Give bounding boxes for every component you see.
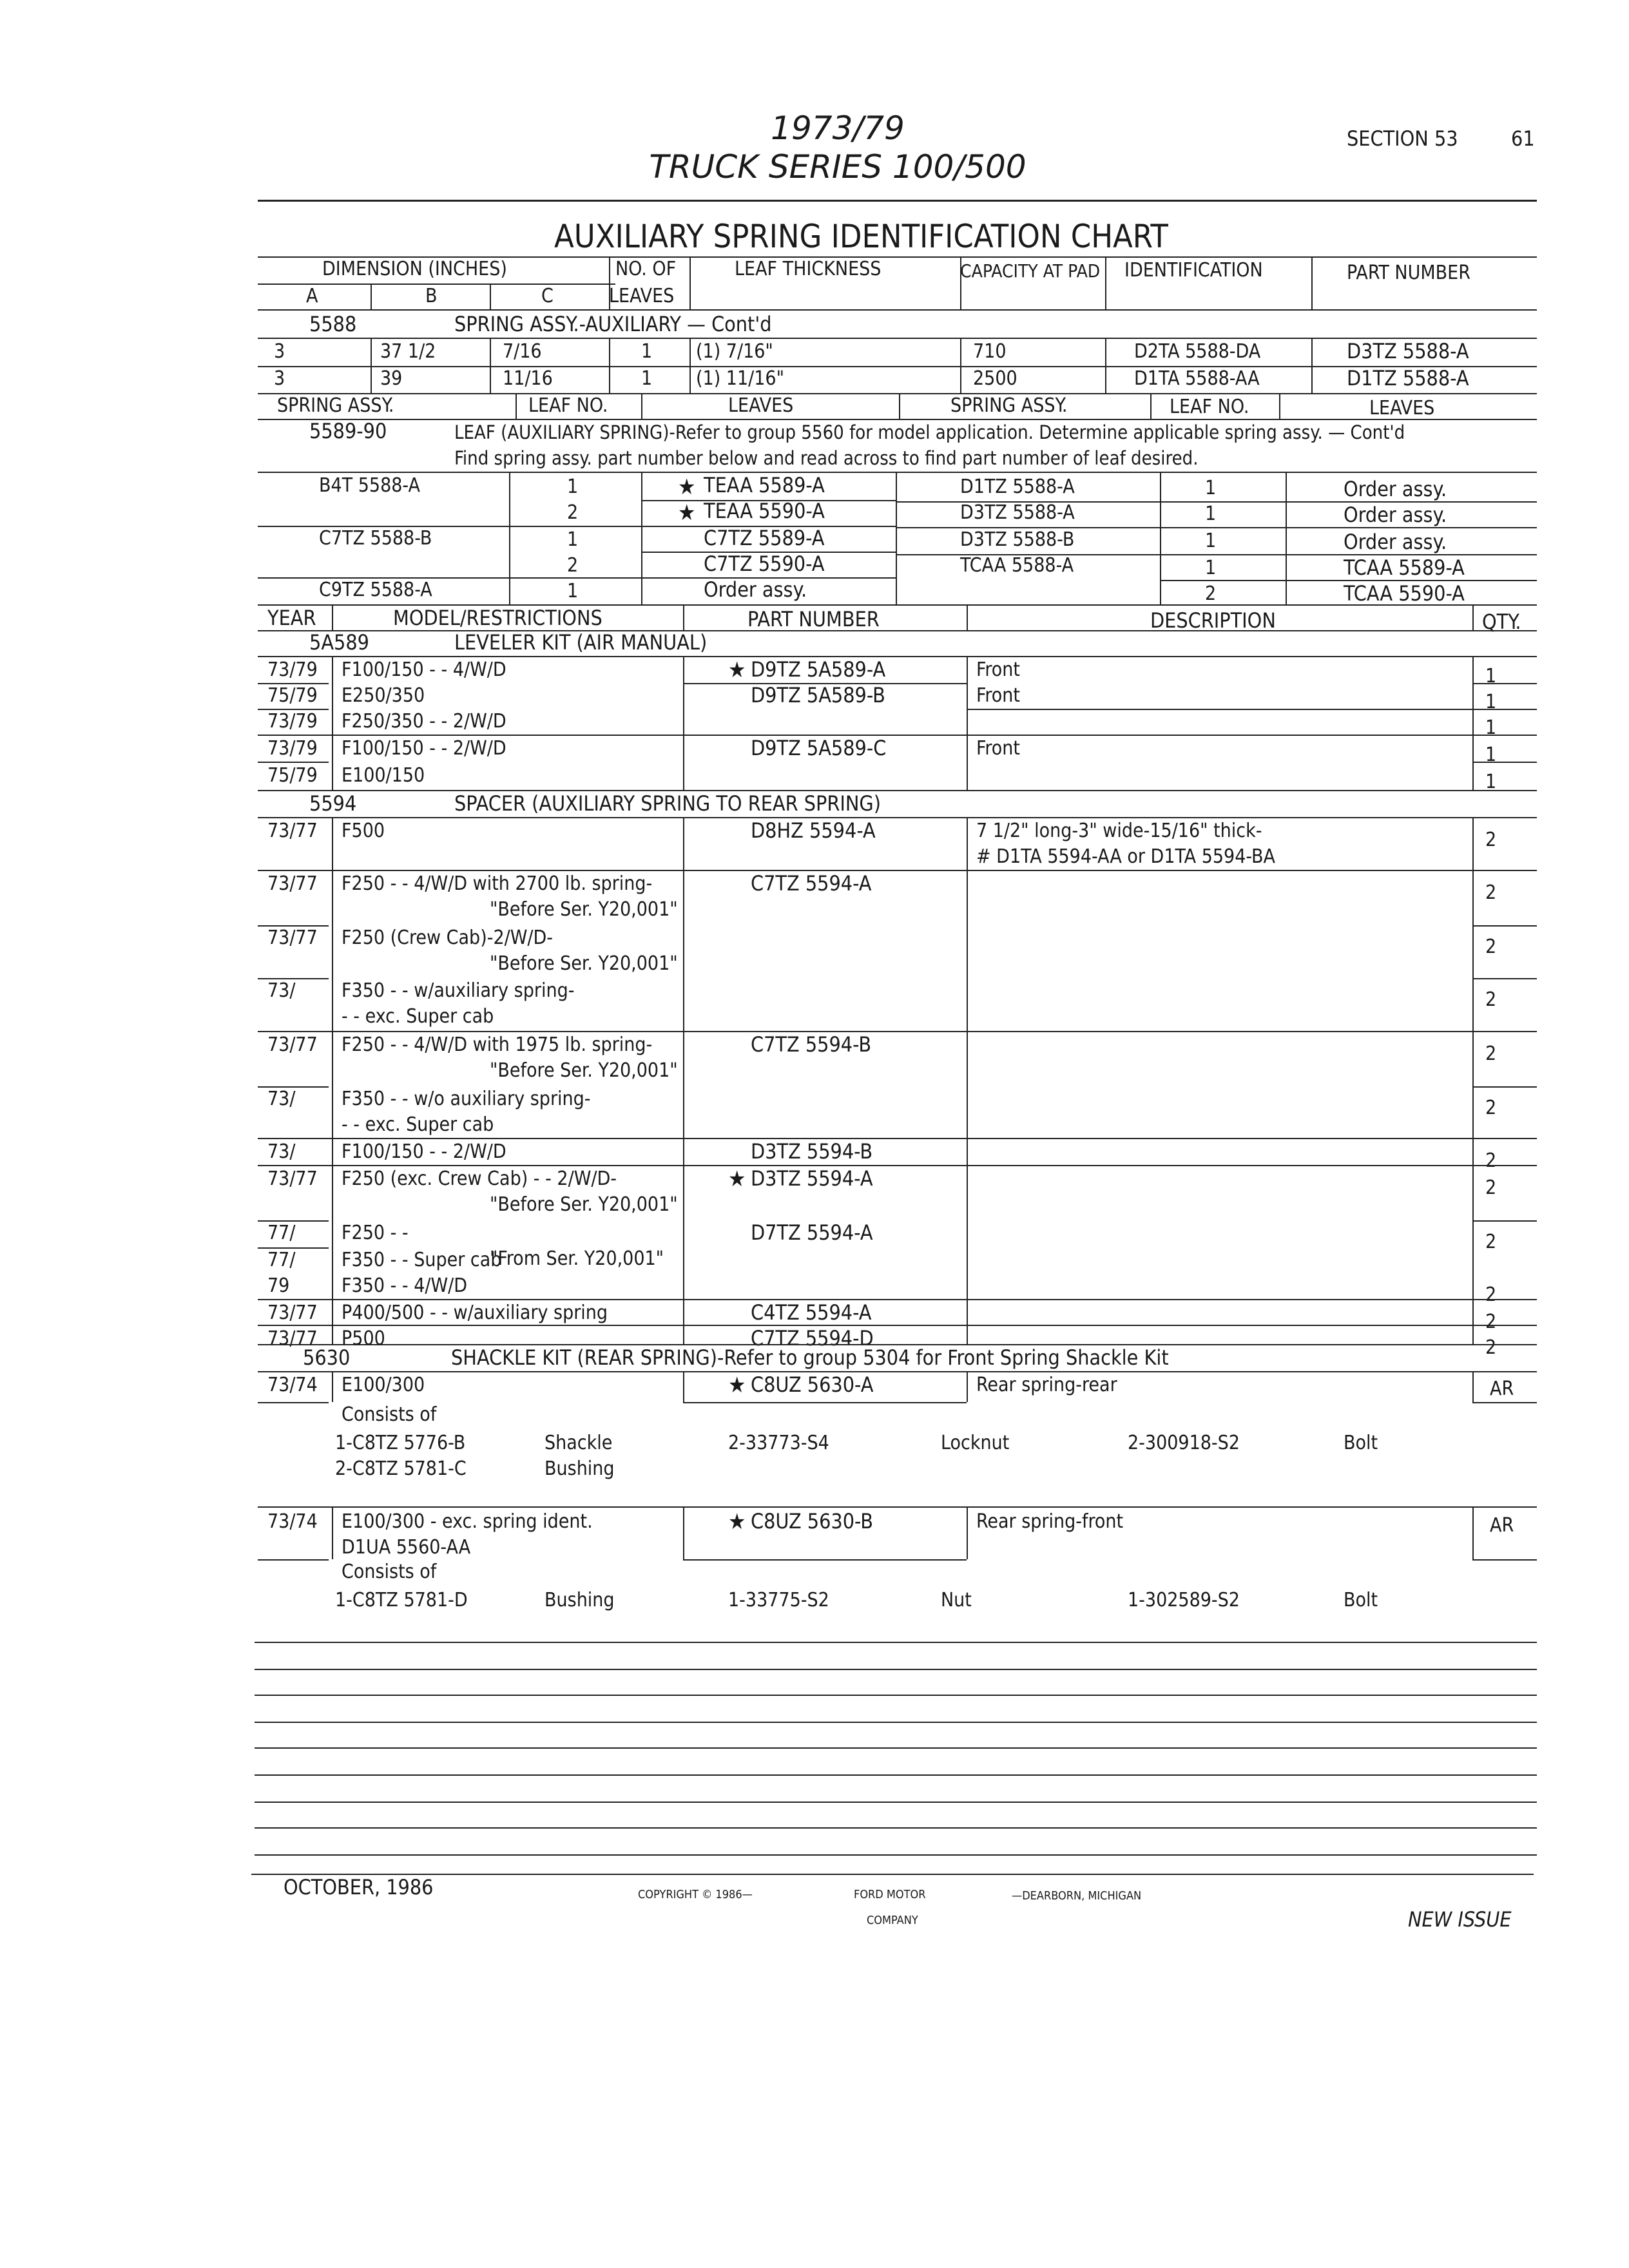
- row-year: 73/74: [267, 1510, 318, 1533]
- row-model: P400/500 - - w/auxiliary spring: [342, 1302, 608, 1324]
- component-item: 1-C8TZ 5776-B: [335, 1432, 466, 1454]
- row-year: 73/77: [267, 1168, 318, 1190]
- row-year: 79: [267, 1274, 290, 1297]
- col-part-number-parts: PART NUMBER: [747, 607, 880, 631]
- col-leaves: LEAVES: [609, 285, 675, 307]
- leaf-col-leaf-no-2: LEAF NO.: [1170, 396, 1249, 418]
- row-year: 73/77: [267, 1327, 318, 1350]
- row-model: P500: [342, 1327, 385, 1350]
- leaf-assy: TCAA 5588-A: [960, 554, 1074, 577]
- row-qty: 1: [1485, 691, 1497, 713]
- consists-label: Consists of: [342, 1403, 437, 1426]
- group-5a589-title: LEVELER KIT (AIR MANUAL): [454, 630, 708, 655]
- row-desc: Front: [976, 658, 1020, 681]
- component-item: 2-300918-S2: [1128, 1432, 1240, 1454]
- row-desc: Rear spring-rear: [976, 1374, 1117, 1396]
- section-label: SECTION 53: [1347, 126, 1458, 151]
- leaf-assy: D3TZ 5588-B: [960, 528, 1075, 551]
- row-model: F250 - - 4/W/D with 1975 lb. spring-: [342, 1033, 653, 1056]
- row-part: D9TZ 5A589-A: [751, 657, 886, 682]
- group-5588-desc: SPRING ASSY.-AUXILIARY — Cont'd: [454, 312, 772, 336]
- star-icon: ★: [678, 500, 696, 526]
- group-5630: 5630: [303, 1345, 351, 1370]
- row-part: C4TZ 5594-A: [751, 1300, 872, 1325]
- row-model-detail: "From Ser. Y20,001": [490, 1247, 664, 1270]
- col-leaf-thickness: LEAF THICKNESS: [735, 258, 882, 280]
- row-desc: 7 1/2" long-3" wide-15/16" thick-: [976, 820, 1262, 842]
- row-year: 73/77: [267, 872, 318, 895]
- row-model: F100/150 - - 2/W/D: [342, 1140, 506, 1163]
- col-identification: IDENTIFICATION: [1124, 259, 1263, 282]
- row-part: C8UZ 5630-A: [751, 1372, 874, 1397]
- header-title-years: 1973/79: [771, 110, 905, 147]
- footer-rule: [251, 1874, 1534, 1875]
- row-year: 73/79: [267, 737, 318, 760]
- row-part: D7TZ 5594-A: [751, 1220, 873, 1245]
- row-model-detail: "Before Ser. Y20,001": [490, 952, 678, 975]
- chart-title: AUXILIARY SPRING IDENTIFICATION CHART: [554, 218, 1168, 255]
- leaf-col-spring-assy-2: SPRING ASSY.: [950, 394, 1068, 417]
- col-dimension: DIMENSION (INCHES): [322, 258, 507, 280]
- component-item: 2-33773-S4: [728, 1432, 829, 1454]
- row-model-detail: - - exc. Super cab: [342, 1113, 494, 1136]
- row-qty: 1: [1485, 716, 1497, 739]
- row-part: C7TZ 5594-D: [751, 1326, 874, 1350]
- col-description: DESCRIPTION: [1150, 608, 1276, 633]
- row-model-detail: "Before Ser. Y20,001": [490, 1193, 678, 1216]
- row-desc-detail: # D1TA 5594-AA or D1TA 5594-BA: [976, 845, 1276, 868]
- leaf-assy: D3TZ 5588-A: [960, 501, 1075, 524]
- row-model: E100/300: [342, 1374, 425, 1396]
- row-qty: 1: [1485, 771, 1497, 793]
- row-model-detail: D1UA 5560-AA: [342, 1536, 471, 1559]
- leaf-col-leaves: LEAVES: [728, 394, 794, 417]
- row-desc: Rear spring-front: [976, 1510, 1124, 1533]
- footer-copyright: COPYRIGHT © 1986—: [638, 1888, 753, 1901]
- footer-date: OCTOBER, 1986: [284, 1875, 434, 1899]
- group-5594: 5594: [309, 791, 357, 816]
- footer-location: —DEARBORN, MICHIGAN: [1012, 1889, 1142, 1903]
- component-item: Nut: [941, 1589, 972, 1611]
- row-qty: 1: [1485, 665, 1497, 687]
- row-qty: 2: [1485, 936, 1497, 958]
- component-item: 1-302589-S2: [1128, 1589, 1240, 1611]
- row-year: 73/77: [267, 1033, 318, 1056]
- row-qty: 2: [1485, 988, 1497, 1011]
- component-item: Bushing: [545, 1589, 615, 1611]
- row-year: 73/77: [267, 927, 318, 949]
- row-year: 75/79: [267, 684, 318, 707]
- star-icon: ★: [678, 474, 696, 500]
- star-icon: ★: [728, 1509, 746, 1535]
- row-qty: 1: [1485, 744, 1497, 766]
- row-part: C7TZ 5594-B: [751, 1032, 872, 1057]
- star-icon: ★: [728, 657, 746, 683]
- row-model: F100/150 - - 2/W/D: [342, 737, 506, 760]
- row-model: F350 - - 4/W/D: [342, 1274, 468, 1297]
- row-qty: AR: [1490, 1514, 1514, 1537]
- row-model: E100/300 - exc. spring ident.: [342, 1510, 593, 1533]
- row-year: 77/: [267, 1222, 296, 1244]
- row-year: 73/: [267, 979, 296, 1002]
- col-capacity: CAPACITY AT PAD: [960, 260, 1101, 282]
- leaf-assy: B4T 5588-A: [319, 474, 420, 497]
- row-qty: 2: [1485, 1283, 1497, 1306]
- row-model-detail: "Before Ser. Y20,001": [490, 898, 678, 921]
- col-part-number: PART NUMBER: [1347, 262, 1470, 284]
- col-c: C: [541, 285, 554, 307]
- leaf-assy: D1TZ 5588-A: [960, 476, 1075, 498]
- row-model: F250 - -: [342, 1222, 409, 1244]
- row-part: D3TZ 5594-B: [751, 1139, 873, 1164]
- row-year: 73/74: [267, 1374, 318, 1396]
- row-year: 73/: [267, 1140, 296, 1163]
- group-5630-title: SHACKLE KIT (REAR SPRING)-Refer to group 5304 for Front Spring Shackle Kit: [451, 1345, 1169, 1370]
- col-model: MODEL/RESTRICTIONS: [393, 606, 602, 630]
- component-item: 1-C8TZ 5781-D: [335, 1589, 468, 1611]
- row-model: F250/350 - - 2/W/D: [342, 710, 506, 733]
- row-desc: Front: [976, 684, 1020, 707]
- row-qty: AR: [1490, 1378, 1514, 1400]
- leaf-assy: C9TZ 5588-A: [319, 579, 432, 601]
- col-b: B: [425, 285, 438, 307]
- consists-label: Consists of: [342, 1561, 437, 1583]
- row-model: E250/350: [342, 684, 425, 707]
- row-model: F350 - - Super cab: [342, 1249, 502, 1271]
- row-desc: Front: [976, 737, 1020, 760]
- row-year: 77/: [267, 1249, 296, 1271]
- row-year: 73/77: [267, 820, 318, 842]
- component-item: Bushing: [545, 1457, 615, 1480]
- row-year: 73/79: [267, 658, 318, 681]
- component-item: Shackle: [545, 1432, 613, 1454]
- component-item: 1-33775-S2: [728, 1589, 829, 1611]
- component-item: Bolt: [1344, 1589, 1378, 1611]
- leaf-col-leaves-2: LEAVES: [1369, 397, 1435, 419]
- row-model: F350 - - w/auxiliary spring-: [342, 979, 575, 1002]
- header-rule: [258, 200, 1537, 202]
- col-no-of: NO. OF: [615, 258, 677, 280]
- component-item: 2-C8TZ 5781-C: [335, 1457, 467, 1480]
- row-qty: 2: [1485, 1177, 1497, 1199]
- leaf-col-spring-assy: SPRING ASSY.: [277, 394, 394, 417]
- leaf-desc-2: Find spring assy. part number below and read across to find part number of leaf desired.: [454, 447, 1199, 469]
- row-model: F250 (Crew Cab)-2/W/D-: [342, 927, 554, 949]
- leaf-desc-1: LEAF (AUXILIARY SPRING)-Refer to group 5560 for model application. Determine applicable spring assy. — Cont'd: [454, 421, 1405, 443]
- page-number: 61: [1511, 126, 1535, 151]
- component-item: Locknut: [941, 1432, 1010, 1454]
- header-title-series: TRUCK SERIES 100/500: [649, 148, 1027, 186]
- group-5589-90: 5589-90: [309, 419, 387, 443]
- row-qty: 2: [1485, 1336, 1497, 1359]
- row-part: C7TZ 5594-A: [751, 871, 872, 896]
- star-icon: ★: [728, 1166, 746, 1192]
- group-5a589: 5A589: [309, 630, 369, 655]
- row-model: F250 (exc. Crew Cab) - - 2/W/D-: [342, 1168, 617, 1190]
- row-year: 75/79: [267, 764, 318, 787]
- row-qty: 2: [1485, 1043, 1497, 1065]
- row-qty: 2: [1485, 881, 1497, 904]
- row-qty: 2: [1485, 1149, 1497, 1172]
- star-icon: ★: [728, 1372, 746, 1398]
- footer-issue: NEW ISSUE: [1408, 1907, 1512, 1932]
- col-a: A: [306, 285, 318, 307]
- row-qty: 2: [1485, 1311, 1497, 1333]
- col-year: YEAR: [267, 606, 316, 630]
- footer-company-1: FORD MOTOR: [854, 1888, 926, 1901]
- row-model: F350 - - w/o auxiliary spring-: [342, 1088, 591, 1110]
- group-5588: 5588: [309, 312, 357, 336]
- row-part: D8HZ 5594-A: [751, 818, 876, 843]
- row-model-detail: "Before Ser. Y20,001": [490, 1059, 678, 1082]
- row-model: F500: [342, 820, 385, 842]
- col-qty: QTY.: [1482, 610, 1521, 634]
- row-model: F250 - - 4/W/D with 2700 lb. spring-: [342, 872, 653, 895]
- row-part: D9TZ 5A589-C: [751, 736, 887, 760]
- row-year: 73/79: [267, 710, 318, 733]
- group-5594-title: SPACER (AUXILIARY SPRING TO REAR SPRING): [454, 791, 881, 816]
- leaf-assy: C7TZ 5588-B: [319, 527, 432, 550]
- row-qty: 2: [1485, 829, 1497, 851]
- row-model: F100/150 - - 4/W/D: [342, 658, 506, 681]
- row-part: C8UZ 5630-B: [751, 1509, 874, 1533]
- row-model: E100/150: [342, 764, 425, 787]
- row-part: D9TZ 5A589-B: [751, 683, 885, 707]
- row-model-detail: - - exc. Super cab: [342, 1005, 494, 1028]
- row-part: D3TZ 5594-A: [751, 1166, 873, 1191]
- row-qty: 2: [1485, 1231, 1497, 1253]
- component-item: Bolt: [1344, 1432, 1378, 1454]
- row-year: 73/: [267, 1088, 296, 1110]
- row-year: 73/77: [267, 1302, 318, 1324]
- leaf-col-leaf-no: LEAF NO.: [528, 394, 608, 417]
- footer-company-2: COMPANY: [867, 1914, 918, 1927]
- row-qty: 2: [1485, 1097, 1497, 1119]
